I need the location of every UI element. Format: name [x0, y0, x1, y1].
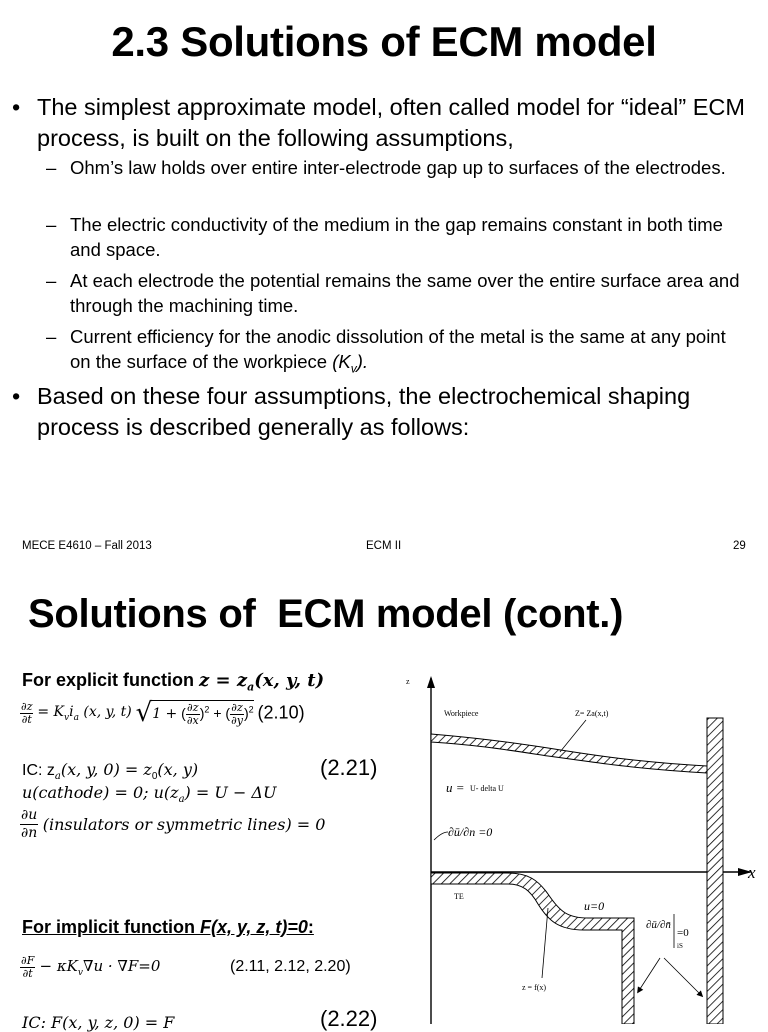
neumann-right-sub: iS: [677, 942, 683, 950]
implicit-func: F(x, y, z, t)=0: [200, 917, 308, 937]
neumann-leader: [434, 832, 448, 840]
tool-leader: [542, 908, 548, 978]
z-axis-label: z: [406, 677, 410, 686]
eq-rhs: [37, 703, 132, 723]
kv-close: ).: [356, 351, 369, 372]
neumann-mid-label: ∂ū/∂n =0: [448, 825, 493, 839]
equation-number-2-22: (2.22): [320, 1006, 378, 1031]
x-axis-label: x: [748, 863, 756, 882]
dfdt-num: ∂F: [21, 954, 35, 967]
dfdt-den: ∂t: [22, 967, 33, 980]
dzdx: [186, 702, 200, 727]
lhs-den: ∂t: [21, 712, 32, 726]
implicit-heading: [22, 917, 314, 938]
lhs-num: ∂z: [21, 699, 33, 713]
explicit-func-args: (x, y, t): [254, 670, 325, 691]
explicit-func-sub: a: [247, 680, 255, 694]
ecm-gap-diagram: [398, 672, 768, 1024]
dudn: [20, 807, 38, 842]
sqrt-body: 1 + ( $\frac{\partial z}{\partial x}$ )$^2$ + ( $\frac{\partial z}{\partial y}$ )$^2$: [152, 700, 254, 727]
dzdx-num: ∂z: [187, 700, 199, 714]
bullet-dot: •: [12, 94, 21, 120]
footer-topic: ECM II: [366, 540, 402, 552]
surface-leader: [560, 720, 586, 752]
eq-kappa-sub: v: [77, 968, 83, 978]
sqrt-one: 1 +: [152, 705, 178, 722]
sub-bullet-text: Ohm’s law holds over entire inter-electrode gap up to surfaces of the electrodes.: [70, 157, 726, 178]
surface-label: Z= Za(x,t): [575, 709, 609, 718]
bullet-text: The simplest approximate model, often called model for “ideal” ECM process, is built on the following assumptions,: [37, 94, 745, 151]
kv-symbol: (K: [332, 351, 351, 372]
neumann-right-label: ∂ū/∂n̄: [646, 919, 671, 931]
dash: –: [46, 326, 57, 347]
slide-title: 2.3 Solutions of ECM model: [111, 18, 657, 65]
dfdt: [20, 955, 35, 980]
bullet-dot: •: [12, 383, 21, 409]
equation-number-2-11: (2.11, 2.12, 2.20): [230, 958, 351, 975]
neumann-right-eq: =0: [677, 927, 689, 939]
footer-course: MECE E4610 – Fall 2013: [22, 540, 152, 552]
sqrt-symbol: √: [135, 698, 153, 728]
boundary-conditions: u(cathode) = 0; $u(z_a) = U - \Delta U$: [22, 783, 277, 806]
workpiece-label: Workpiece: [444, 709, 479, 718]
equation-2-10: [20, 698, 305, 738]
dzdy: [230, 702, 244, 727]
eq-i-sub: a: [73, 712, 79, 723]
sub-bullet-text-wrap: [70, 324, 746, 382]
explicit-func: z = z: [199, 670, 248, 691]
initial-condition-implicit: IC: F(x, y, z, 0) = F: [22, 1013, 175, 1032]
bullet-assumptions: [12, 92, 752, 154]
workpiece-surface: [431, 734, 707, 773]
eq-2-11-rest: [39, 957, 161, 978]
equation-number: (2.10): [257, 702, 305, 723]
tool-surface-label: z = f(x): [522, 983, 547, 992]
dash: –: [46, 157, 57, 178]
ic-zero: 0: [151, 771, 158, 783]
neumann-text: (insulators or symmetric lines) = 0: [42, 815, 326, 834]
dudn-den: ∂n: [21, 825, 38, 841]
te-label: TE: [454, 892, 464, 901]
explicit-heading: [22, 670, 324, 694]
bullet-based-on: [12, 381, 752, 443]
dzdx-den: ∂x: [186, 713, 199, 727]
eq-k: = K: [37, 703, 65, 720]
eq-k-sub: v: [64, 712, 70, 723]
sub-bullet-text: The electric conductivity of the medium in the gap remains constant in both time and space.: [70, 214, 723, 260]
slide-30: [0, 566, 768, 1032]
equation-2-11: [20, 955, 160, 980]
lhs-fraction: [20, 701, 33, 726]
eq-i: i: [69, 703, 74, 720]
dzdy-num: ∂z: [231, 700, 243, 714]
dash: –: [46, 270, 57, 291]
u-top-value: U- delta U: [470, 784, 504, 793]
dudn-num: ∂u: [21, 807, 38, 823]
neumann-arrow-left: [638, 958, 660, 992]
z-axis-arrow: [427, 676, 435, 688]
eq-grad: ∇u · ∇F=0: [82, 957, 161, 975]
sub-bullet-text: At each electrode the potential remains the same over the entire surface area and through the machining time.: [70, 270, 740, 316]
eq-kappa: − κK: [39, 957, 78, 975]
implicit-heading-text: For implicit function: [22, 917, 195, 937]
neumann-condition: [20, 807, 325, 842]
bullet-text: Based on these four assumptions, the electrochemical shaping process is described generally as follows:: [37, 383, 691, 440]
footer-page-number: 29: [733, 540, 746, 552]
equation-number-2-21: (2.21): [320, 755, 378, 780]
u-top-symbol: u =: [446, 780, 465, 795]
dash: –: [46, 214, 57, 235]
sub-bullet-text: Current efficiency for the anodic dissolution of the metal is the same at any point on the surface of the workpiece: [70, 326, 726, 372]
insulator-wall: [707, 718, 723, 1024]
bc-line-end: ) = U − ΔU: [184, 783, 277, 802]
explicit-function: [199, 670, 325, 694]
initial-condition: IC: $z_a(x$, y, $0) = z_0(x$, y): [22, 760, 199, 783]
implicit-colon: :: [307, 917, 314, 937]
ic-end: (x, y): [157, 760, 199, 779]
ic-label: IC: z: [22, 762, 55, 779]
u-zero-label: u=0: [584, 899, 605, 913]
slide-title: Solutions of ECM model (cont.): [28, 592, 624, 636]
eq-args: (x, y, t): [83, 703, 132, 720]
neumann-arrow-right: [664, 958, 702, 996]
ic-rest: (x, y, 0) = z: [60, 760, 152, 779]
kv-subscript: v: [350, 361, 357, 376]
explicit-heading-text: For explicit function: [22, 670, 195, 690]
dzdy-den: ∂y: [231, 713, 243, 727]
bc-line: u(cathode) = 0; u(z: [22, 783, 179, 802]
